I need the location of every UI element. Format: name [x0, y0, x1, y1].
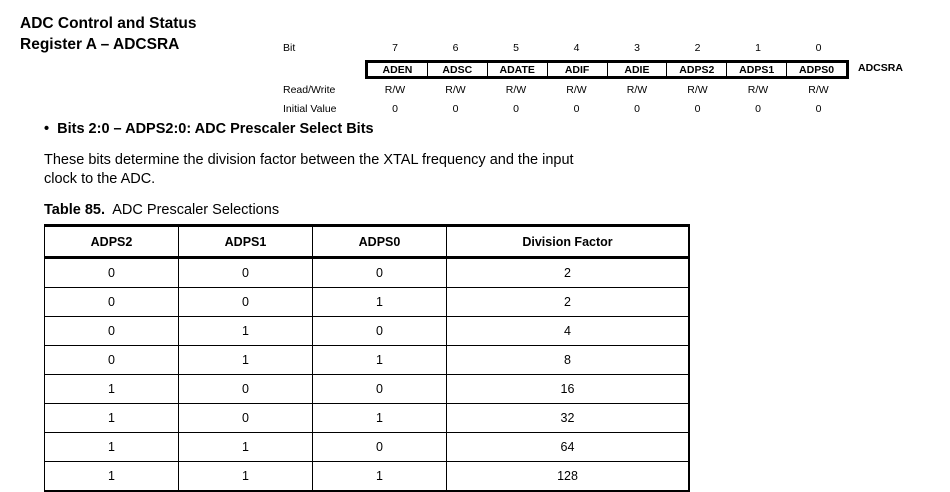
description-paragraph	[44, 151, 704, 189]
table-row	[45, 433, 690, 462]
bit-initial-value: 0	[513, 103, 519, 115]
bit-initial-value: 0	[392, 103, 398, 115]
table-cell: 64	[447, 433, 690, 462]
table-row	[45, 346, 690, 375]
prescaler-table	[44, 224, 690, 492]
table-cell: 1	[45, 404, 179, 433]
table-cell: 8	[447, 346, 690, 375]
bit-field-name: ADIF	[547, 63, 607, 76]
paragraph-line: These bits determine the division factor between the XTAL frequency and the input	[44, 152, 574, 168]
column-header: ADPS2	[45, 226, 179, 258]
column-header: ADPS1	[179, 226, 313, 258]
table-row	[45, 317, 690, 346]
bit-initial-value: 0	[452, 103, 459, 115]
read-write-row-label: Read/Write	[283, 84, 336, 96]
section-bullet-title	[44, 121, 374, 137]
bit-number: 6	[452, 42, 459, 54]
bit-number: 1	[755, 42, 761, 54]
table-cell: 1	[179, 317, 313, 346]
bit-access: R/W	[445, 84, 466, 96]
table-cell: 4	[447, 317, 690, 346]
bit-number: 0	[815, 42, 822, 54]
table-caption-text: ADC Prescaler Selections	[112, 202, 280, 218]
bit-number: 5	[513, 42, 519, 54]
bit-number: 3	[634, 42, 640, 54]
register-heading	[20, 13, 197, 55]
table-row	[45, 462, 690, 492]
register-bit-fields	[365, 60, 849, 79]
table-cell: 0	[179, 375, 313, 404]
paragraph-line: clock to the ADC.	[44, 171, 156, 187]
bit-number: 2	[694, 42, 701, 54]
bit-field-name: ADPS0	[786, 63, 846, 76]
table-cell: 1	[313, 288, 447, 317]
table-cell: 1	[179, 462, 313, 492]
table-cell: 32	[447, 404, 690, 433]
bit-access: R/W	[747, 84, 769, 96]
bit-initial-value: 0	[815, 103, 822, 115]
table-cell: 0	[313, 375, 447, 404]
bullet-icon: •	[44, 121, 50, 137]
table-row	[45, 375, 690, 404]
column-header: ADPS0	[313, 226, 447, 258]
bit-access: R/W	[808, 84, 829, 96]
bit-access: R/W	[384, 84, 406, 96]
table-row	[45, 288, 690, 317]
bit-number: 4	[573, 42, 580, 54]
table-cell: 128	[447, 462, 690, 492]
bit-initial-value: 0	[694, 103, 701, 115]
bit-initial-value: 0	[755, 103, 761, 115]
table-caption-label: Table 85.	[44, 202, 105, 218]
register-heading-line1: ADC Control and Status	[20, 15, 197, 32]
table-row	[45, 258, 690, 288]
table-cell: 1	[179, 346, 313, 375]
table-cell: 2	[447, 288, 690, 317]
table-cell: 0	[313, 433, 447, 462]
bit-access: R/W	[687, 84, 708, 96]
bit-number: 7	[392, 42, 398, 54]
table-cell: 0	[179, 288, 313, 317]
bit-field-name: ADATE	[487, 63, 547, 76]
table-cell: 2	[447, 258, 690, 288]
initial-value-row-label: Initial Value	[283, 103, 337, 115]
table-header-row	[45, 226, 690, 258]
table-caption	[44, 202, 279, 218]
bullet-title-text: Bits 2:0 – ADPS2:0: ADC Prescaler Select Bits	[57, 121, 374, 137]
table-cell: 0	[179, 404, 313, 433]
column-header: Division Factor	[447, 226, 690, 258]
register-name: ADCSRA	[858, 62, 903, 74]
register-heading-line2: Register A – ADCSRA	[20, 36, 180, 53]
table-cell: 1	[313, 404, 447, 433]
bit-field-name: ADSC	[427, 63, 487, 76]
bit-field-name: ADPS1	[726, 63, 786, 76]
table-cell: 1	[45, 462, 179, 492]
bit-access: R/W	[505, 84, 527, 96]
bit-access: R/W	[566, 84, 587, 96]
table-cell: 16	[447, 375, 690, 404]
bit-field-name: ADEN	[382, 64, 413, 76]
table-row	[45, 404, 690, 433]
bit-row-label: Bit	[283, 42, 296, 54]
table-cell: 1	[45, 433, 179, 462]
table-cell: 0	[313, 258, 447, 288]
bit-initial-value: 0	[634, 103, 640, 115]
table-cell: 0	[45, 317, 179, 346]
table-cell: 0	[313, 317, 447, 346]
table-cell: 1	[45, 375, 179, 404]
bit-initial-value: 0	[573, 103, 580, 115]
table-cell: 1	[179, 433, 313, 462]
table-cell: 1	[313, 346, 447, 375]
table-cell: 0	[45, 288, 179, 317]
bit-access: R/W	[626, 84, 648, 96]
table-cell: 0	[45, 258, 179, 288]
bit-field-name: ADPS2	[666, 63, 726, 76]
bit-field-name: ADIE	[607, 63, 667, 76]
table-cell: 0	[45, 346, 179, 375]
table-cell: 1	[313, 462, 447, 492]
table-cell: 0	[179, 258, 313, 288]
